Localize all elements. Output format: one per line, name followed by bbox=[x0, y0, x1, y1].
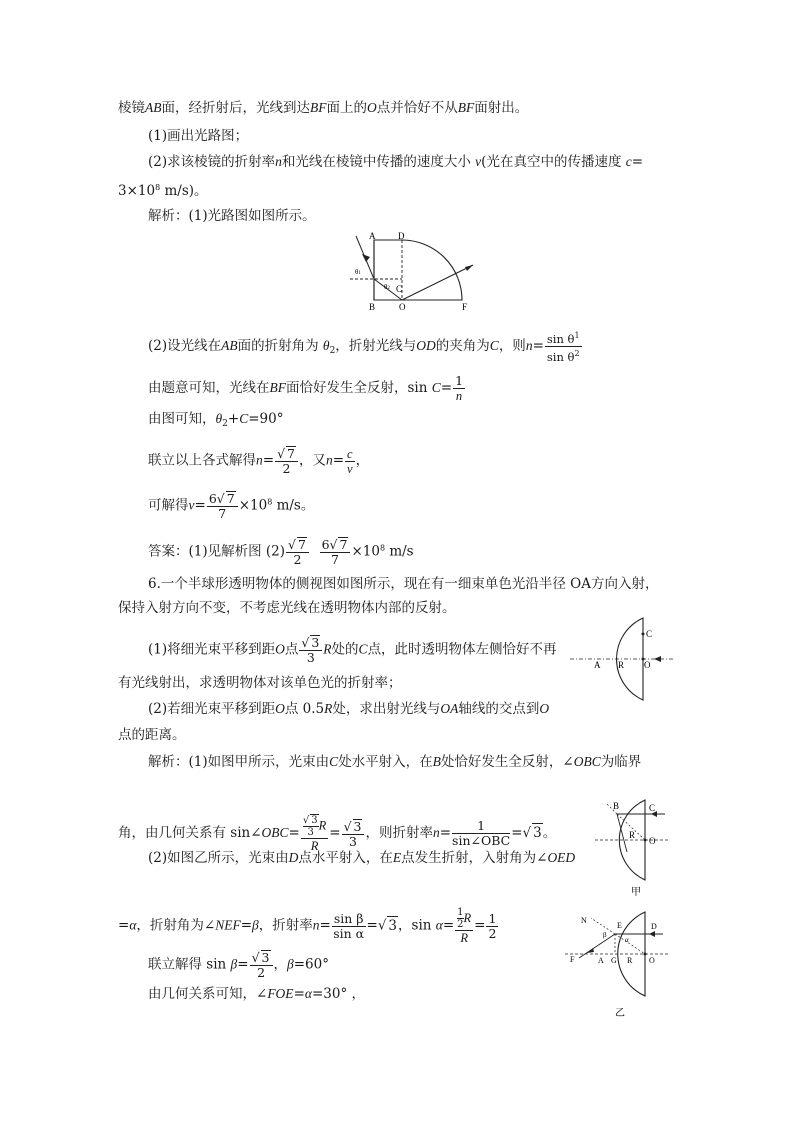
analysis-heading: 解析：(1)光路图如图所示。 bbox=[148, 208, 316, 224]
solution-refraction-eq: =α，折射角为∠NEF=β，折射率n= $\frac{\text{sin β}}{\text{sin α}}$ =√ 3，sin α= $\frac{1}{2}$ R R = $\frac{1}{2}$ bbox=[118, 907, 497, 945]
label-E: E bbox=[617, 921, 622, 930]
label-A: A bbox=[369, 231, 376, 241]
problem6-part2-continued: 点的距离。 bbox=[118, 727, 186, 743]
label-C: C bbox=[396, 284, 403, 294]
hemisphere-figure bbox=[570, 614, 680, 704]
label-C: C bbox=[649, 803, 656, 813]
problem6-part2: (2)若细光束平移到距O点 0.5R处，求出射光线与OA轴线的交点到O bbox=[148, 701, 550, 717]
eq-solve-v: 可解得v= $\frac{6√ 7}{7}$ $\times 10^8$ m/s。 bbox=[148, 491, 315, 521]
label-alpha: α bbox=[625, 936, 629, 944]
caption-yi: 乙 bbox=[615, 1008, 625, 1019]
eq-total-reflection: 由题意可知，光线在BF面恰好发生全反射，sin C= $\frac{1}{n}$ bbox=[148, 373, 464, 403]
question-part1: (1)画出光路图； bbox=[148, 128, 249, 144]
label-O: O bbox=[399, 302, 406, 312]
eq-solve-n: 联立以上各式解得n= $\frac{√ 7}{2}$ ，又n= $\frac{c}{v}$ ， bbox=[148, 446, 370, 476]
eq-refraction-index: (2)设光线在AB面的折射角为 $\theta_2$，折射光线与OD的夹角为C，则n= $\frac{\sin \theta^1}{\sin \theta^2}$ bbox=[148, 331, 580, 364]
label-F: F bbox=[462, 302, 468, 312]
label-R: R bbox=[618, 660, 625, 670]
light-path-figure bbox=[340, 230, 490, 312]
problem6-statement-continued: 保持入射方向不变，不考虑光线在透明物体内部的反射。 bbox=[118, 600, 456, 616]
label-B: B bbox=[369, 302, 376, 312]
problem6-part1: (1)将细光束平移到距O点 $\frac{√ 3}{3}$ R处的C点，此时透明物体左侧恰好不再 bbox=[148, 635, 557, 665]
figure-yi bbox=[565, 908, 675, 1020]
label-A: A bbox=[598, 956, 604, 965]
label-N: N bbox=[581, 916, 587, 925]
label-R: R bbox=[627, 956, 633, 965]
solution-critical-angle-eq: 角，由几何关系有 sin∠OBC= $\frac{√ 3}{3}$ R R = $\frac{√ 3}{3}$ ，则折射率n= $\frac{1}{\text{sin∠OBC}}$ =√ 3。 bbox=[118, 815, 557, 853]
label-A: A bbox=[594, 660, 601, 670]
solution-beta: 联立解得 sin β= $\frac{√ 3}{2}$ ，β=60° bbox=[148, 950, 329, 980]
label-B: B bbox=[613, 801, 620, 811]
solution-angle-foe: 由几何关系可知，∠FOE=α=30° ， bbox=[148, 986, 365, 1002]
label-R: R bbox=[629, 830, 636, 840]
label-G: G bbox=[611, 956, 617, 965]
eq-angle-sum: 由图可知，$\theta_2+C=90^\circ$ bbox=[148, 411, 284, 429]
problem6-part1-continued: 有光线射出，求透明物体对该单色光的折射率； bbox=[118, 675, 402, 691]
label-C: C bbox=[646, 629, 653, 639]
question-part2: (2)求该棱镜的折射率n和光线在棱镜中传播的速度大小 v(光在真空中的传播速度 c= bbox=[148, 154, 644, 170]
label-D: D bbox=[651, 922, 657, 931]
question-part2-continued: $3\times 10^8$ m/s)。 bbox=[118, 183, 208, 199]
label-theta2: θ2 bbox=[384, 283, 390, 291]
label-D: D bbox=[398, 231, 405, 241]
solution-part2: (2)如图乙所示，光束由D点水平射入，在E点发生折射，入射角为∠OED bbox=[148, 850, 576, 866]
caption-jia: 甲 bbox=[631, 887, 641, 898]
label-O: O bbox=[644, 660, 651, 670]
label-F: F bbox=[570, 955, 575, 964]
label-O: O bbox=[649, 956, 655, 965]
label-O: O bbox=[649, 836, 656, 846]
problem5-continuation: 棱镜AB面，经折射后，光线到达BF面上的O点并恰好不从BF面射出。 bbox=[118, 100, 529, 116]
label-theta1: θ1 bbox=[355, 268, 361, 276]
label-beta: β bbox=[603, 931, 607, 939]
figure-jia bbox=[595, 796, 675, 898]
problem6-statement: 6.一个半球形透明物体的侧视图如图所示，现在有一细束单色光沿半径 OA方向入射， bbox=[148, 576, 659, 592]
solution-part1: 解析：(1)如图甲所示，光束由C处水平射入，在B处恰好发生全反射，∠OBC为临界 bbox=[148, 754, 642, 770]
answer-line: 答案：(1)见解析图 (2) $\frac{√ 7}{2}$ $\frac{6√ 7}{7}$ $\times 10^8$ m/s bbox=[148, 537, 414, 567]
